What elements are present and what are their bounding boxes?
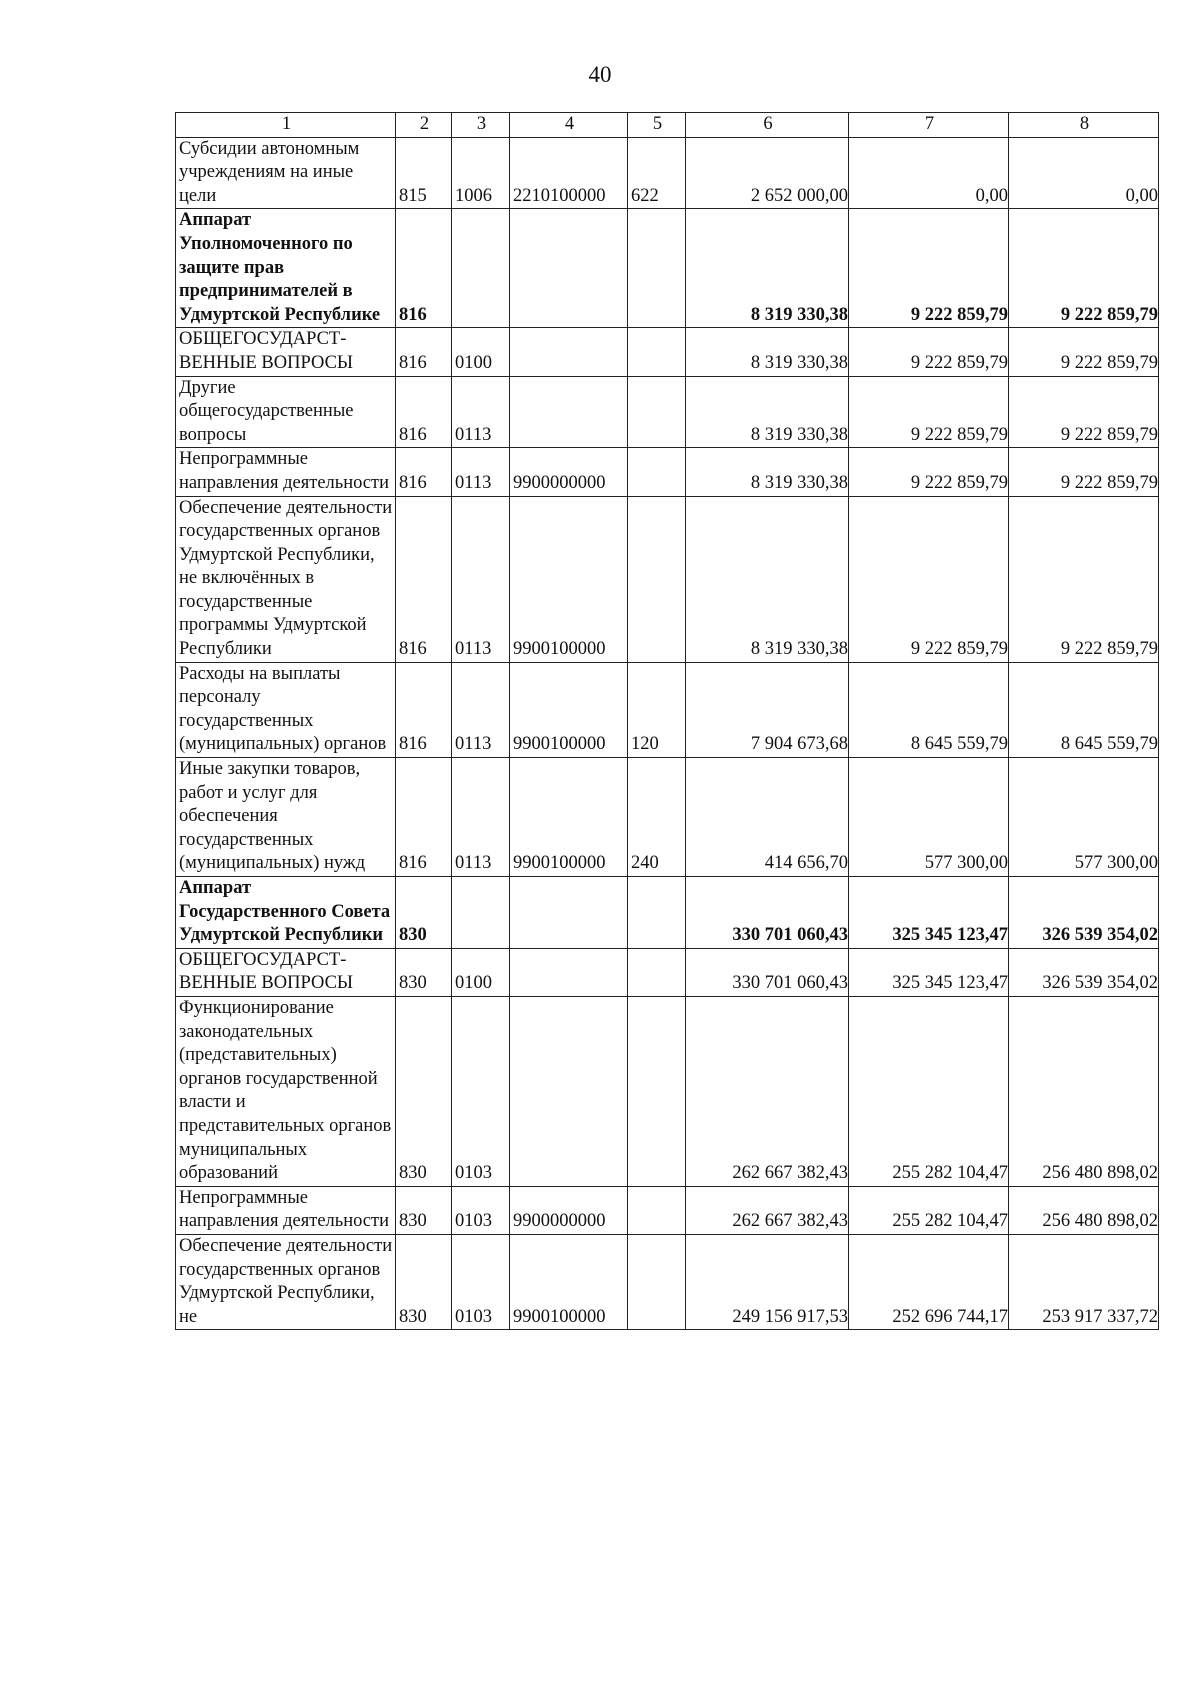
- cell-department: 830: [396, 948, 452, 996]
- cell-section: 0100: [452, 328, 510, 376]
- cell-section: 0113: [452, 448, 510, 496]
- cell-amount-8: 9 222 859,79: [1009, 209, 1159, 328]
- cell-target-article: [510, 996, 628, 1186]
- cell-amount-7: 9 222 859,79: [849, 448, 1009, 496]
- page-number: 40: [588, 62, 612, 87]
- cell-amount-8: 256 480 898,02: [1009, 996, 1159, 1186]
- cell-expense-type: [628, 877, 686, 949]
- cell-expense-type: [628, 448, 686, 496]
- table-header-row: [176, 113, 1159, 138]
- cell-amount-7: 577 300,00: [849, 758, 1009, 877]
- column-header: 4: [510, 113, 628, 138]
- cell-amount-7: 9 222 859,79: [849, 496, 1009, 662]
- column-header: 6: [686, 113, 849, 138]
- cell-name: Обеспечение деятельности государственных органов Удмуртской Республики, не: [176, 1234, 396, 1329]
- cell-department: 816: [396, 209, 452, 328]
- cell-target-article: 9900100000: [510, 1234, 628, 1329]
- cell-section: [452, 209, 510, 328]
- cell-name: Другие общегосударственные вопросы: [176, 376, 396, 448]
- table-row: [176, 376, 1159, 448]
- cell-department: 830: [396, 1186, 452, 1234]
- cell-amount-6: 330 701 060,43: [686, 877, 849, 949]
- column-header: 7: [849, 113, 1009, 138]
- cell-expense-type: [628, 328, 686, 376]
- cell-target-article: 9900000000: [510, 1186, 628, 1234]
- cell-section: 0103: [452, 996, 510, 1186]
- cell-amount-6: 8 319 330,38: [686, 448, 849, 496]
- cell-department: 816: [396, 376, 452, 448]
- cell-amount-7: 8 645 559,79: [849, 662, 1009, 757]
- cell-expense-type: 622: [628, 137, 686, 209]
- table-row: [176, 209, 1159, 328]
- cell-name: ОБЩЕГОСУДАРСТ-ВЕННЫЕ ВОПРОСЫ: [176, 328, 396, 376]
- table-row: [176, 448, 1159, 496]
- cell-expense-type: [628, 996, 686, 1186]
- cell-expense-type: 240: [628, 758, 686, 877]
- cell-department: 830: [396, 996, 452, 1186]
- cell-department: 816: [396, 662, 452, 757]
- cell-amount-8: 9 222 859,79: [1009, 496, 1159, 662]
- cell-department: 816: [396, 448, 452, 496]
- column-header: 1: [176, 113, 396, 138]
- cell-amount-8: 326 539 354,02: [1009, 948, 1159, 996]
- cell-expense-type: [628, 1186, 686, 1234]
- cell-section: 0100: [452, 948, 510, 996]
- cell-amount-7: 0,00: [849, 137, 1009, 209]
- cell-section: 0113: [452, 662, 510, 757]
- table-row: [176, 662, 1159, 757]
- cell-amount-6: 330 701 060,43: [686, 948, 849, 996]
- cell-amount-7: 252 696 744,17: [849, 1234, 1009, 1329]
- table-row: [176, 137, 1159, 209]
- cell-name: Функционирование законодательных (представительных) органов государственной власти и представительных органов муниципальных образований: [176, 996, 396, 1186]
- cell-expense-type: [628, 376, 686, 448]
- cell-target-article: 9900000000: [510, 448, 628, 496]
- cell-department: 830: [396, 1234, 452, 1329]
- cell-target-article: 9900100000: [510, 662, 628, 757]
- cell-amount-6: 2 652 000,00: [686, 137, 849, 209]
- cell-amount-7: 325 345 123,47: [849, 877, 1009, 949]
- cell-amount-6: 7 904 673,68: [686, 662, 849, 757]
- cell-amount-8: 9 222 859,79: [1009, 328, 1159, 376]
- cell-amount-8: 8 645 559,79: [1009, 662, 1159, 757]
- cell-department: 816: [396, 758, 452, 877]
- cell-expense-type: 120: [628, 662, 686, 757]
- table-row: [176, 1234, 1159, 1329]
- cell-expense-type: [628, 209, 686, 328]
- cell-expense-type: [628, 1234, 686, 1329]
- table-row: [176, 996, 1159, 1186]
- cell-name: ОБЩЕГОСУДАРСТ-ВЕННЫЕ ВОПРОСЫ: [176, 948, 396, 996]
- cell-name: Обеспечение деятельности государственных органов Удмуртской Республики, не включённых в государственные программы Удмуртской Республики: [176, 496, 396, 662]
- cell-department: 815: [396, 137, 452, 209]
- cell-amount-8: 326 539 354,02: [1009, 877, 1159, 949]
- cell-target-article: [510, 328, 628, 376]
- cell-target-article: [510, 877, 628, 949]
- cell-name: Субсидии автономным учреждениям на иные цели: [176, 137, 396, 209]
- cell-amount-6: 8 319 330,38: [686, 376, 849, 448]
- table-row: [176, 328, 1159, 376]
- cell-name: Непрограммные направления деятельности: [176, 448, 396, 496]
- cell-name: Расходы на выплаты персоналу государственных (муниципальных) органов: [176, 662, 396, 757]
- cell-name: Аппарат Государственного Совета Удмуртской Республики: [176, 877, 396, 949]
- column-header: 2: [396, 113, 452, 138]
- cell-section: 0103: [452, 1186, 510, 1234]
- cell-amount-6: 262 667 382,43: [686, 996, 849, 1186]
- cell-amount-6: 262 667 382,43: [686, 1186, 849, 1234]
- table-row: [176, 496, 1159, 662]
- cell-target-article: 2210100000: [510, 137, 628, 209]
- cell-name: Аппарат Уполномоченного по защите прав предпринимателей в Удмуртской Республике: [176, 209, 396, 328]
- cell-amount-7: 9 222 859,79: [849, 209, 1009, 328]
- table-row: [176, 1186, 1159, 1234]
- cell-expense-type: [628, 496, 686, 662]
- cell-amount-7: 9 222 859,79: [849, 376, 1009, 448]
- column-header: 3: [452, 113, 510, 138]
- cell-amount-6: 8 319 330,38: [686, 496, 849, 662]
- cell-amount-6: 249 156 917,53: [686, 1234, 849, 1329]
- cell-amount-8: 577 300,00: [1009, 758, 1159, 877]
- table-row: [176, 758, 1159, 877]
- cell-name: Иные закупки товаров, работ и услуг для обеспечения государственных (муниципальных) нужд: [176, 758, 396, 877]
- cell-amount-8: 0,00: [1009, 137, 1159, 209]
- table-row: [176, 877, 1159, 949]
- cell-expense-type: [628, 948, 686, 996]
- cell-amount-8: 9 222 859,79: [1009, 376, 1159, 448]
- cell-amount-7: 255 282 104,47: [849, 996, 1009, 1186]
- column-header: 5: [628, 113, 686, 138]
- cell-section: [452, 877, 510, 949]
- budget-table: [175, 112, 1159, 1330]
- column-header: 8: [1009, 113, 1159, 138]
- cell-amount-6: 8 319 330,38: [686, 209, 849, 328]
- cell-department: 816: [396, 496, 452, 662]
- cell-amount-7: 325 345 123,47: [849, 948, 1009, 996]
- cell-section: 0113: [452, 758, 510, 877]
- cell-section: 1006: [452, 137, 510, 209]
- cell-target-article: 9900100000: [510, 758, 628, 877]
- cell-amount-7: 9 222 859,79: [849, 328, 1009, 376]
- cell-amount-8: 253 917 337,72: [1009, 1234, 1159, 1329]
- cell-department: 816: [396, 328, 452, 376]
- cell-amount-7: 255 282 104,47: [849, 1186, 1009, 1234]
- cell-amount-6: 8 319 330,38: [686, 328, 849, 376]
- cell-amount-8: 256 480 898,02: [1009, 1186, 1159, 1234]
- cell-section: 0113: [452, 376, 510, 448]
- cell-section: 0103: [452, 1234, 510, 1329]
- cell-target-article: [510, 376, 628, 448]
- cell-amount-6: 414 656,70: [686, 758, 849, 877]
- cell-target-article: [510, 209, 628, 328]
- cell-name: Непрограммные направления деятельности: [176, 1186, 396, 1234]
- cell-amount-8: 9 222 859,79: [1009, 448, 1159, 496]
- cell-target-article: [510, 948, 628, 996]
- cell-target-article: 9900100000: [510, 496, 628, 662]
- cell-section: 0113: [452, 496, 510, 662]
- table-row: [176, 948, 1159, 996]
- cell-department: 830: [396, 877, 452, 949]
